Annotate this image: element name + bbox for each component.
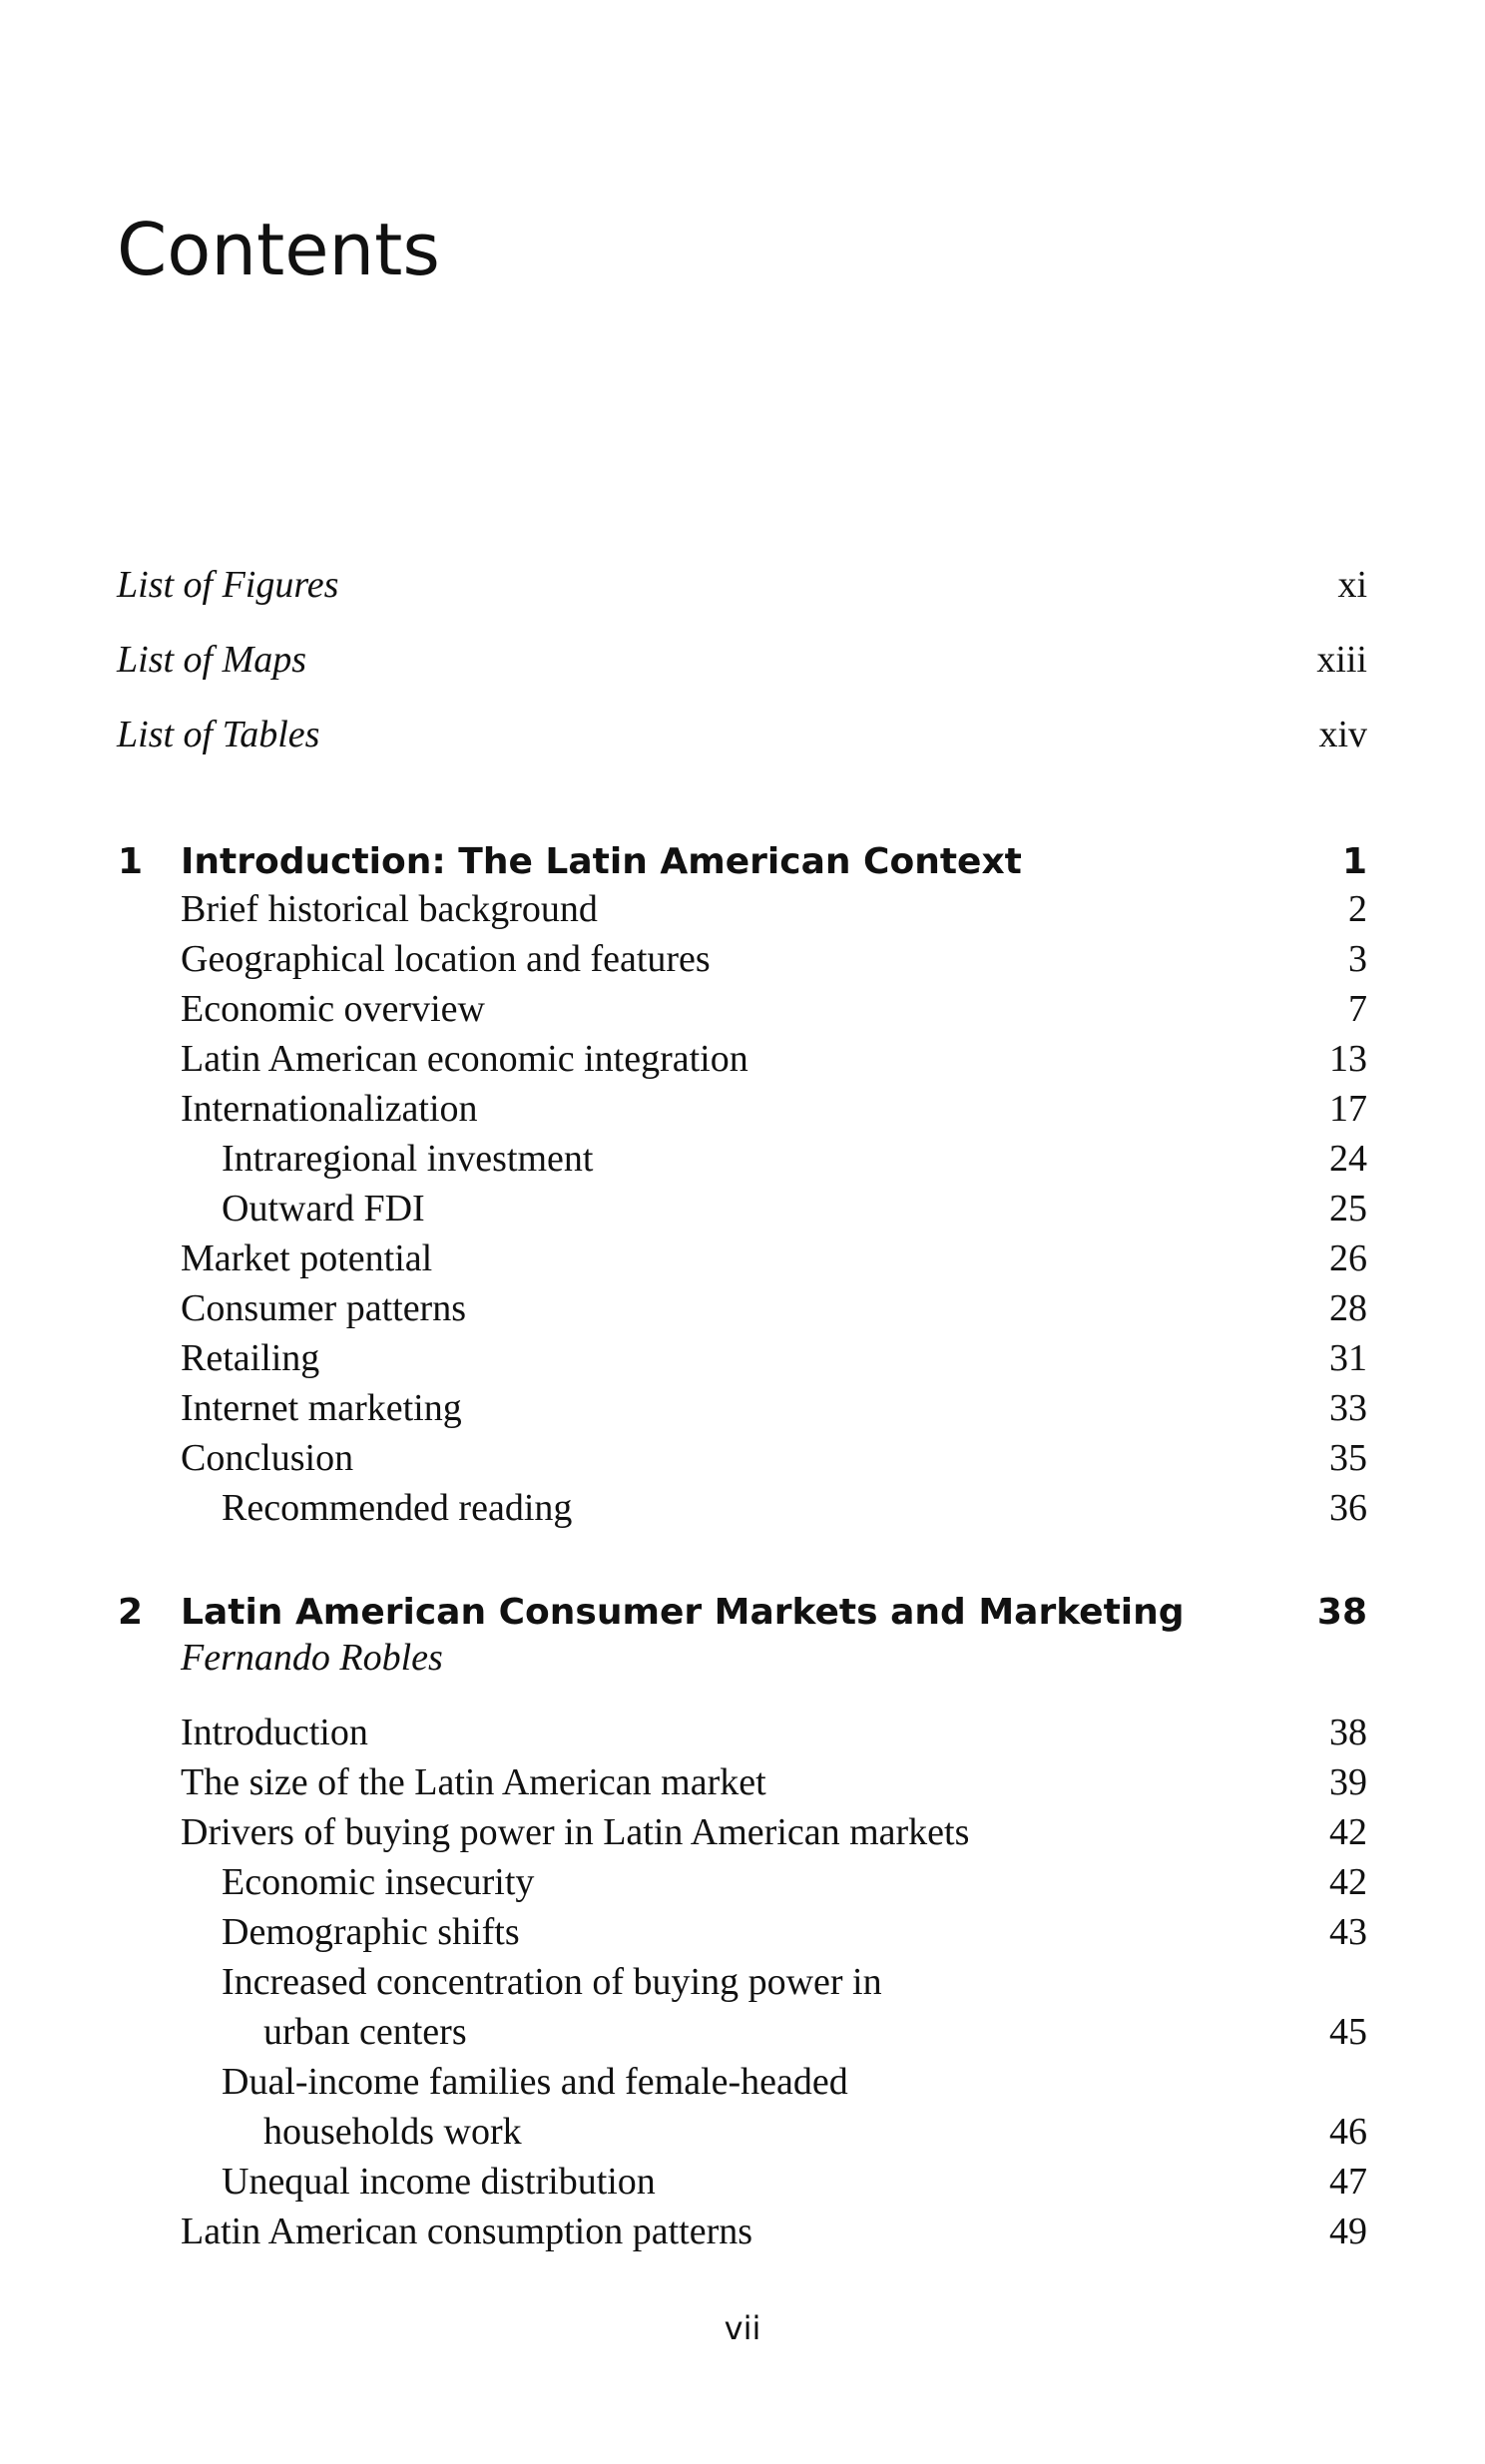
toc-entry[interactable] — [0, 934, 1485, 984]
toc-entry-page: 33 — [1329, 1387, 1367, 1429]
toc-entry-label: Latin American consumption patterns — [181, 2211, 753, 2252]
toc-entry-page: 24 — [1329, 1138, 1367, 1180]
toc-entry-label: Consumer patterns — [181, 1287, 467, 1329]
toc-entry-label: Retailing — [181, 1337, 320, 1379]
toc-entry-page: 42 — [1329, 1861, 1367, 1903]
toc-subentry-continuation[interactable] — [0, 2107, 1485, 2157]
toc-entry-label: Conclusion — [181, 1437, 354, 1479]
toc-entry-label: Recommended reading — [222, 1487, 573, 1529]
toc-entry-page: 13 — [1329, 1038, 1367, 1080]
toc-entry-list-of-figures[interactable] — [0, 560, 1485, 610]
toc-entry-label: Geographical location and features — [181, 938, 711, 980]
toc-entry-page: 26 — [1329, 1237, 1367, 1279]
toc-subentry[interactable] — [0, 1483, 1485, 1533]
toc-entry-label: Outward FDI — [222, 1188, 425, 1230]
toc-entry[interactable] — [0, 1708, 1485, 1757]
toc-entry-label: Intraregional investment — [222, 1138, 594, 1180]
toc-entry-page: 46 — [1329, 2111, 1367, 2153]
toc-entry-label: Economic insecurity — [222, 1861, 535, 1903]
toc-entry[interactable] — [0, 1433, 1485, 1483]
toc-subentry[interactable] — [0, 1184, 1485, 1233]
toc-entry[interactable] — [0, 1757, 1485, 1807]
toc-entry-page: 2 — [1348, 888, 1367, 930]
toc-entry-list-of-tables[interactable] — [0, 710, 1485, 759]
toc-entry-page: 45 — [1329, 2011, 1367, 2053]
toc-entry-page: 25 — [1329, 1188, 1367, 1230]
toc-entry-list-of-maps[interactable] — [0, 635, 1485, 685]
toc-subentry[interactable] — [0, 2157, 1485, 2207]
toc-entry[interactable] — [0, 1383, 1485, 1433]
toc-entry-page: 49 — [1329, 2211, 1367, 2252]
toc-entry[interactable] — [0, 1807, 1485, 1857]
toc-entry-label: List of Tables — [117, 714, 320, 755]
toc-entry-label: List of Figures — [117, 564, 339, 606]
toc-entry-label-continuation: urban centers — [263, 2011, 467, 2053]
toc-entry-page: xi — [1337, 564, 1367, 606]
toc-entry-page: 28 — [1329, 1287, 1367, 1329]
chapter-title: Introduction: The Latin American Context — [181, 841, 1022, 882]
toc-entry-page: 43 — [1329, 1911, 1367, 1953]
toc-entry-label: Internationalization — [181, 1088, 478, 1130]
chapter-number: 1 — [118, 841, 144, 882]
toc-entry-page: 7 — [1348, 988, 1367, 1030]
toc-subentry[interactable] — [0, 1857, 1485, 1907]
chapter-1-heading[interactable] — [0, 837, 1485, 887]
toc-entry-page: xiv — [1318, 714, 1367, 755]
toc-entry-label: List of Maps — [117, 639, 307, 681]
toc-entry-label: Unequal income distribution — [222, 2161, 656, 2203]
toc-entry-label: Brief historical background — [181, 888, 598, 930]
toc-entry-page: 39 — [1329, 1761, 1367, 1803]
page-number: vii — [724, 2309, 761, 2347]
toc-entry-label: The size of the Latin American market — [181, 1761, 766, 1803]
toc-entry-label: Increased concentration of buying power in — [222, 1961, 882, 2003]
toc-entry-label: Economic overview — [181, 988, 485, 1030]
toc-entry[interactable] — [0, 1233, 1485, 1283]
toc-subentry[interactable] — [0, 1134, 1485, 1184]
toc-entry-label-continuation: households work — [263, 2111, 522, 2153]
toc-entry[interactable] — [0, 1084, 1485, 1134]
toc-entry-label: Market potential — [181, 1237, 433, 1279]
toc-entry-page: xiii — [1316, 639, 1367, 681]
toc-entry-label: Internet marketing — [181, 1387, 462, 1429]
toc-entry-page: 17 — [1329, 1088, 1367, 1130]
toc-entry[interactable] — [0, 1034, 1485, 1084]
toc-subentry-continuation[interactable] — [0, 2007, 1485, 2057]
chapter-author — [0, 1633, 1485, 1683]
toc-entry-page: 47 — [1329, 2161, 1367, 2203]
chapter-2-heading[interactable] — [0, 1588, 1485, 1638]
toc-entry-label: Introduction — [181, 1712, 368, 1753]
toc-subentry[interactable] — [0, 2057, 1485, 2107]
toc-entry[interactable] — [0, 1333, 1485, 1383]
chapter-page: 38 — [1316, 1592, 1367, 1633]
toc-entry[interactable] — [0, 1283, 1485, 1333]
chapter-page: 1 — [1341, 841, 1367, 882]
toc-entry-label: Dual-income families and female-headed — [222, 2061, 848, 2103]
toc-entry-page: 42 — [1329, 1811, 1367, 1853]
toc-entry-page: 31 — [1329, 1337, 1367, 1379]
toc-subentry[interactable] — [0, 1907, 1485, 1957]
toc-entry-label: Demographic shifts — [222, 1911, 520, 1953]
toc-entry[interactable] — [0, 884, 1485, 934]
toc-entry-page: 38 — [1329, 1712, 1367, 1753]
toc-entry-page: 36 — [1329, 1487, 1367, 1529]
chapter-title: Latin American Consumer Markets and Marketing — [181, 1592, 1185, 1633]
toc-entry-label: Latin American economic integration — [181, 1038, 748, 1080]
page-title: Contents — [117, 208, 440, 291]
toc-entry-page: 35 — [1329, 1437, 1367, 1479]
toc-entry-page: 3 — [1348, 938, 1367, 980]
toc-entry[interactable] — [0, 2207, 1485, 2256]
chapter-author-name: Fernando Robles — [181, 1637, 443, 1679]
toc-entry[interactable] — [0, 984, 1485, 1034]
chapter-number: 2 — [118, 1592, 144, 1633]
toc-subentry[interactable] — [0, 1957, 1485, 2007]
toc-entry-label: Drivers of buying power in Latin American markets — [181, 1811, 970, 1853]
